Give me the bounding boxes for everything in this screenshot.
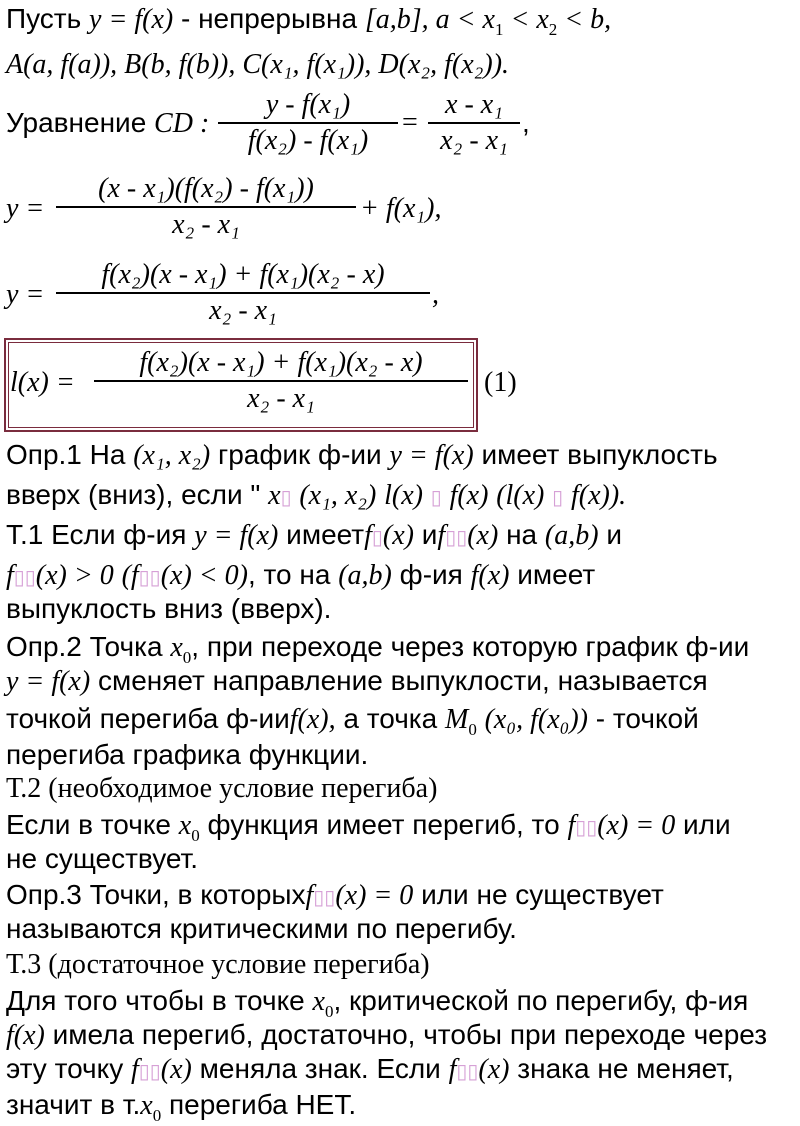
missing-glyph-icon: ▯▯: [575, 815, 598, 839]
math: (l(x): [496, 480, 545, 511]
numerator: f(x₂)(x - x₁) + f(x₁)(x₂ - x): [101, 259, 385, 290]
missing-glyph-icon: ▯▯: [138, 1059, 161, 1083]
def2-line-2: [6, 664, 708, 699]
eq2-fraction: [56, 172, 356, 242]
math: f(x): [449, 480, 489, 511]
math: f: [364, 520, 372, 551]
t1-line-2: [6, 558, 595, 594]
subscript: 0: [324, 1002, 334, 1021]
math: f(x)).: [570, 480, 627, 511]
math: x: [178, 810, 192, 841]
t2-line-1: [6, 808, 731, 846]
missing-glyph-icon: ▯▯: [445, 525, 468, 549]
missing-glyph-icon: ▯▯: [138, 565, 161, 589]
math: (f: [121, 560, 139, 591]
text: имела перегиб, достаточно, чтобы при переходе через: [52, 1019, 768, 1050]
numerator: f(x₂)(x - x₁) + f(x₁)(x₂ - x): [139, 347, 423, 378]
math: < x: [503, 4, 549, 35]
text: Опр.1 На: [6, 439, 126, 470]
interval: [a,b]: [364, 4, 422, 35]
eq3-fraction: [56, 258, 430, 328]
text: знака не меняет,: [517, 1053, 734, 1084]
text: меняла знак. Если: [199, 1053, 441, 1084]
text: имеет: [517, 559, 596, 590]
math: y = f(x): [6, 666, 91, 697]
text: имеет: [286, 519, 365, 550]
math: y = f(x): [389, 440, 474, 471]
text: имеет выпуклость: [481, 439, 718, 470]
denominator: x₂ - x₁: [440, 124, 508, 156]
math: f: [6, 560, 14, 591]
math: f: [305, 880, 314, 911]
math: f: [131, 1054, 139, 1085]
math: CD :: [154, 108, 210, 139]
math: f(x): [6, 1020, 45, 1051]
equation-number: (1): [484, 367, 517, 398]
math: (a,b): [544, 520, 599, 551]
math: (x₀, f(x₀)): [484, 704, 589, 735]
t1-line-3: выпуклость вниз (вверх).: [6, 593, 332, 624]
missing-glyph-icon: ▯: [552, 485, 564, 509]
def2-line-1: [6, 630, 749, 668]
math: x: [312, 986, 325, 1017]
subscript: 2: [548, 20, 558, 39]
math: (x): [160, 1054, 192, 1085]
eq4-lhs: l(x) =: [10, 367, 75, 398]
text: - точкой: [595, 703, 699, 734]
text: - непрерывна: [180, 3, 358, 34]
eq3-lhs: y =: [6, 279, 45, 310]
missing-glyph-icon: ▯: [371, 525, 383, 549]
text: Опр.3 Точки, в которых: [6, 879, 306, 910]
math: f: [437, 520, 446, 551]
math: l(x): [384, 480, 423, 511]
comma: ,: [522, 107, 530, 138]
math: (x) > 0: [35, 560, 114, 591]
t3-title: Т.3 (достаточное условие перегиба): [6, 949, 430, 980]
numerator: x - x₁: [445, 89, 503, 120]
text: Т.1 Если ф-ия: [6, 519, 187, 550]
numerator: (x - x₁)(f(x₂) - f(x₁)): [98, 173, 314, 204]
math: (x): [478, 1054, 510, 1085]
subscript: 0: [468, 720, 477, 739]
text: Если в точке: [6, 809, 171, 840]
math: (x) = 0: [335, 880, 414, 911]
subscript: 1: [494, 20, 504, 39]
eq2-lhs: y =: [6, 193, 45, 224]
text: или не существует: [421, 879, 664, 910]
text: перегиба НЕТ.: [168, 1089, 357, 1120]
subscript: 0: [152, 1106, 162, 1125]
intro-points-line: A(a, f(a)), B(b, f(b)), C(x₁, f(x₁)), D(x₂, f(x₂)).: [6, 49, 510, 80]
text: функция имеет перегиб, то: [207, 809, 560, 840]
text: график ф-ии: [217, 439, 382, 470]
math: (a,b): [338, 560, 392, 591]
math: , a < x: [421, 4, 495, 35]
t2-line-2: не существует.: [6, 843, 199, 874]
text: Уравнение: [6, 107, 147, 138]
def1-line-1: [6, 438, 718, 473]
math: f(x): [470, 560, 510, 591]
t3-line-4: [6, 1088, 356, 1126]
t3-line-1: [6, 984, 748, 1022]
math: x: [268, 480, 281, 511]
eq3-rhs: ,: [432, 279, 439, 310]
denominator: x₂ - x₁: [172, 208, 240, 240]
text: сменяет направление выпуклости, называется: [97, 665, 708, 696]
missing-glyph-icon: ▯▯: [456, 1059, 479, 1083]
def2-line-3: [6, 702, 699, 740]
denominator: f(x₂) - f(x₁): [247, 124, 369, 156]
def3-line-1: [6, 878, 664, 914]
eq4-fraction: [94, 346, 468, 416]
t3-line-3: [6, 1052, 734, 1088]
math: x: [140, 1090, 153, 1121]
math: (x₁, x₂): [299, 480, 377, 511]
text: Пусть: [6, 3, 82, 34]
text: а точка: [343, 703, 438, 734]
math: (x): [382, 520, 414, 551]
def2-line-4: перегиба графика функции.: [6, 739, 369, 770]
t1-line-1: [6, 518, 622, 554]
text: и: [606, 519, 622, 550]
math: f: [448, 1054, 457, 1085]
missing-glyph-icon: ▯: [280, 485, 292, 509]
text: Опр.2 Точка: [6, 631, 163, 662]
intro-line-1: [6, 2, 611, 40]
t2-title: Т.2 (необходимое условие перегиба): [6, 773, 438, 804]
missing-glyph-icon: ▯▯: [13, 565, 36, 589]
numerator: y - f(x₁): [265, 89, 351, 120]
def1-line-2: [6, 478, 626, 514]
denominator: x₂ - x₁: [247, 382, 315, 414]
math: f: [567, 810, 576, 841]
text: , критической по перегибу, ф-ия: [333, 985, 749, 1016]
cd-fraction-1: [218, 88, 398, 158]
def3-line-2: называются критическими по перегибу.: [6, 913, 517, 944]
math: M: [445, 704, 469, 735]
math: y = f(x): [194, 520, 279, 551]
missing-glyph-icon: ▯▯: [313, 885, 336, 909]
text: или: [683, 809, 731, 840]
equals-sign: =: [402, 107, 418, 138]
cd-fraction-2: [428, 88, 520, 158]
t3-line-2: [6, 1018, 767, 1053]
text: точкой перегиба ф-ии: [6, 703, 290, 734]
text: , при переходе через которую график ф-ии: [191, 631, 750, 662]
math: (x) = 0: [597, 810, 676, 841]
math: < b,: [557, 4, 612, 35]
text: Для того чтобы в точке: [6, 985, 305, 1016]
text: эту точку: [6, 1053, 124, 1084]
subscript: 0: [182, 648, 192, 667]
text: вверх (вниз), если ": [6, 479, 261, 510]
math: x: [170, 632, 183, 663]
math: (x) < 0): [160, 560, 248, 591]
math: y = f(x): [89, 4, 174, 35]
eq2-rhs: + f(x₁),: [360, 193, 442, 224]
cd-label: [6, 106, 209, 141]
text: значит в т.: [6, 1089, 141, 1120]
text: на: [506, 519, 538, 550]
text: ф-ия: [399, 559, 463, 590]
missing-glyph-icon: ▯: [430, 485, 442, 509]
math: (x): [467, 520, 499, 551]
denominator: x₂ - x₁: [209, 294, 277, 326]
text: , то на: [247, 559, 331, 590]
math: (x₁, x₂): [133, 440, 211, 471]
text: и: [421, 519, 438, 550]
subscript: 0: [191, 826, 200, 845]
math: f(x),: [289, 704, 336, 735]
